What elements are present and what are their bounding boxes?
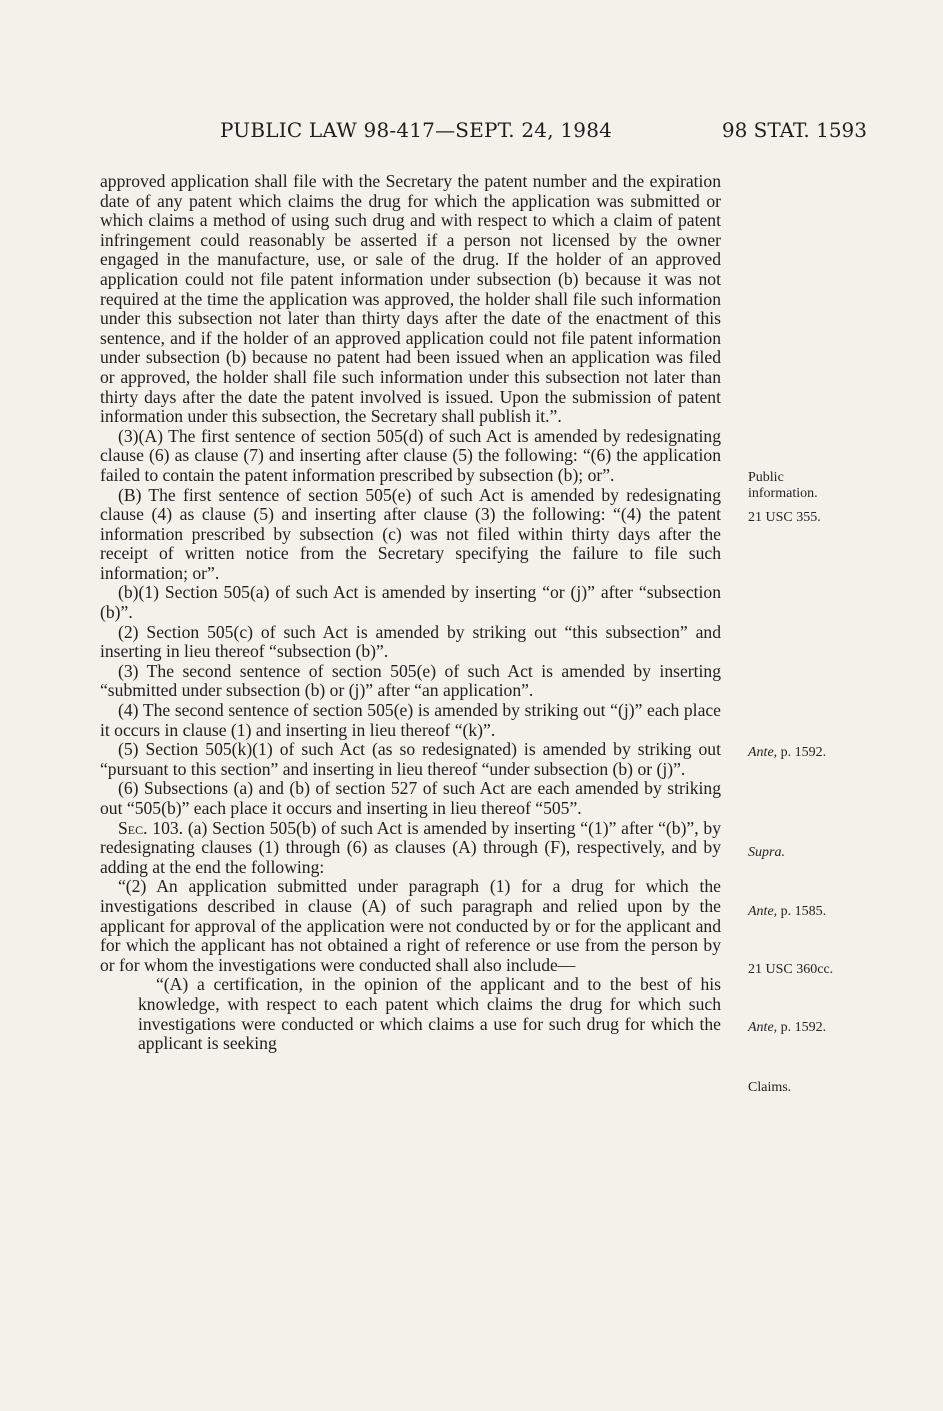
margin-note-public-information: Public information. — [748, 470, 818, 501]
margin-note-ante-1592 — [748, 745, 826, 761]
margin-note-ante-word: Ante, — [748, 904, 778, 919]
paragraph-b2: (2) Section 505(c) of such Act is amended by striking out “this subsection” and inserting in lieu thereof “subsection (b)”. — [100, 621, 721, 662]
running-header-title: PUBLIC LAW 98-417—SEPT. 24, 1984 — [220, 118, 613, 142]
paragraph-b4: (4) The second sentence of section 505(e) is amended by striking out “(j)” each place it occurs in clause (1) and inserting in lieu thereof “(k)”. — [100, 700, 721, 740]
section-103-text: 103. (a) Section 505(b) of such Act is amended by inserting “(1)” after “(b)”, by redesignating clauses (1) through (6) as clauses (A) through (F), respectively, and by adding at the end the following: — [100, 817, 721, 877]
paragraph-b5: (5) Section 505(k)(1) of such Act (as so redesignated) is amended by striking out “pursuant to this section” and inserting in lieu thereof “under subsection (b) or (j)”. — [100, 739, 721, 779]
margin-note-claims: Claims. — [748, 1080, 792, 1095]
section-label: Sec. — [118, 817, 148, 838]
margin-note-ante-page: p. 1592. — [777, 745, 827, 760]
paragraph-3a: (3)(A) The first sentence of section 505(d) of such Act is amended by redesignating clause (6) as clause (7) and inserting after clause (5) the following: “(6) the application failed to contain the patent information prescribed by subsection (b); or”. — [100, 425, 721, 485]
paragraph-b1: (b)(1) Section 505(a) of such Act is amended by inserting “or (j)” after “subsection (b)”. — [100, 582, 721, 623]
margin-note-ante-word: Ante, — [748, 1020, 778, 1035]
body-text — [100, 172, 721, 1054]
paragraph-b6: (6) Subsections (a) and (b) of section 527 of such Act are each amended by striking out “505(b)” each place it occurs and inserting in lieu thereof “505”. — [100, 778, 721, 818]
paragraph-quoted-2a: “(A) a certification, in the opinion of the applicant and to the best of his knowledge, with respect to each patent which claims the drug for which such investigations were conducted or which claims a use for such drug for which the applicant is seeking — [138, 974, 721, 1054]
paragraph-continuation: approved application shall file with the Secretary the patent number and the expiration date of any patent which claims the drug for which the application was submitted or which claims a method of using such drug and with respect to which a claim of patent infringement could reasonably be asserted if a person not licensed by the owner engaged in the manufacture, use, or sale of the drug. If the holder of an approved application could not file patent information under subsection (b) because it was not required at the time the application was approved, the holder shall file such information under this subsection not later than thirty days after the date of the enactment of this sentence, and if the holder of an approved application could not file patent information under subsection (b) because no patent had been issued when an application was filed or approved, the holder shall file such information under this subsection not later than thirty days after the date the patent involved is issued. Upon the submission of patent information under this subsection, the Secretary shall publish it.”. — [100, 171, 721, 427]
margin-note-ante-page: p. 1592. — [777, 1020, 827, 1035]
statute-page-number: 98 STAT. 1593 — [721, 118, 867, 142]
margin-note-21-usc-360cc: 21 USC 360cc. — [748, 962, 834, 977]
margin-note-21-usc-355: 21 USC 355. — [748, 510, 821, 525]
margin-note-ante-word: Ante, — [748, 745, 778, 760]
paragraph-b3: (3) The second sentence of section 505(e) of such Act is amended by inserting “submitted under subsection (b) or (j)” after “an application”. — [100, 660, 721, 701]
margin-note-ante-1592-second — [748, 1020, 826, 1036]
margin-note-ante-1585 — [748, 904, 826, 920]
margin-note-supra: Supra. — [748, 845, 785, 860]
section-103-paragraph — [100, 819, 721, 878]
margin-note-ante-page: p. 1585. — [777, 904, 827, 919]
paragraph-quoted-2: “(2) An application submitted under paragraph (1) for a drug for which the investigations described in clause (A) of such paragraph and relied upon by the applicant for approval of the application were not conducted by or for the applicant and for which the applicant has not obtained a right of reference or use from the person by or for whom the investigations were conducted shall also include— — [100, 876, 721, 975]
paragraph-3b: (B) The first sentence of section 505(e) of such Act is amended by redesignating clause (4) as clause (5) and inserting after clause (3) the following: “(4) the patent information prescribed by subsection (c) was not filed within thirty days after the receipt of written notice from the Secretary specifying the failure to file such information; or”. — [100, 484, 721, 583]
